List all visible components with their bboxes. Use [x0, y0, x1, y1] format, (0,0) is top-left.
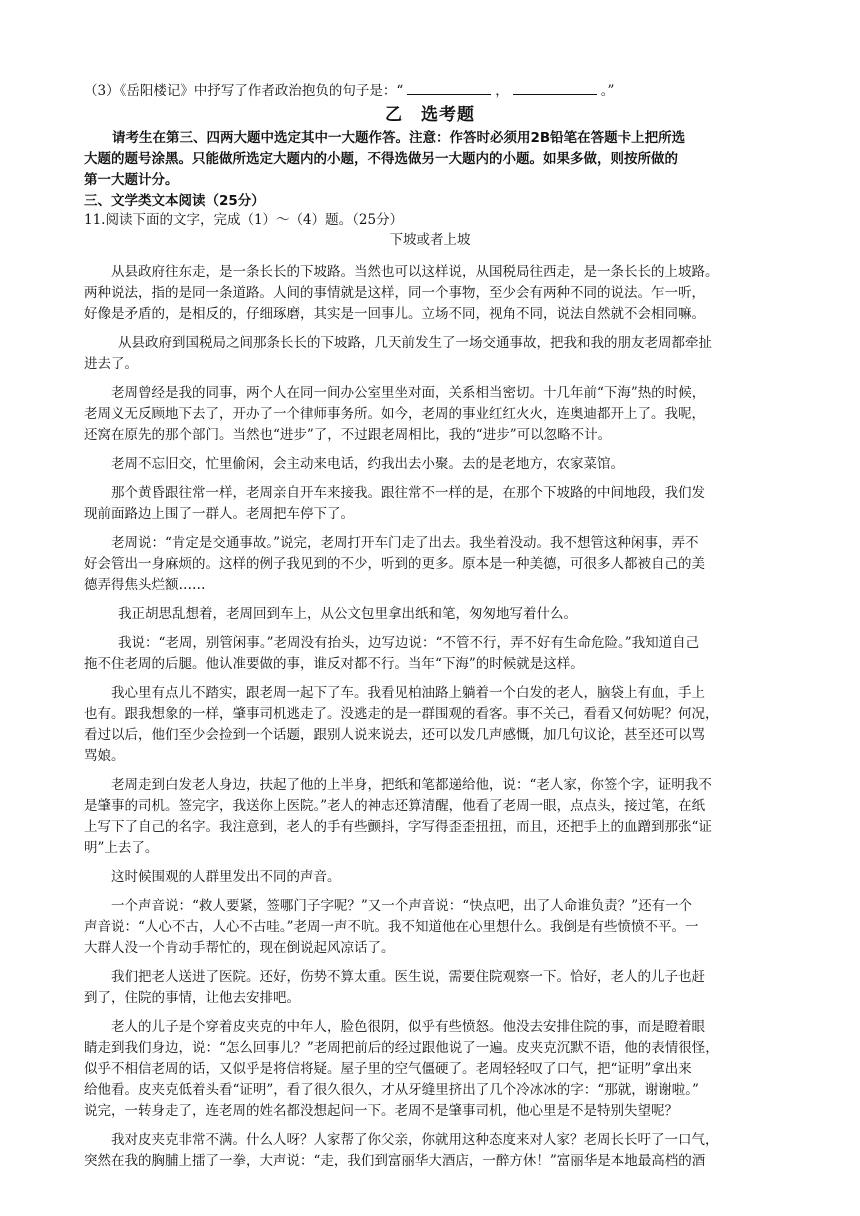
paragraph-line: 这时候围观的人群里发出不同的声音。 [111, 869, 341, 885]
story-body [84, 262, 786, 1180]
paragraph-line: 现前面路边上围了一群人。老周把车停下了。 [84, 506, 354, 522]
story-paragraph [84, 896, 786, 959]
paragraph-line: 德弄得焦头烂额…… [84, 577, 206, 593]
story-paragraph [84, 967, 786, 1009]
notice-line: 大题的题号涂黑。只能做所选定大题内的小题，不得选做另一大题内的小题。如果多做，则按所做的 [84, 151, 678, 167]
paragraph-line: 我心里有点儿不踏实，跟老周一起下了车。我看见柏油路上躺着一个白发的老人，脑袋上有血，手上 [111, 685, 705, 701]
story-paragraph [84, 483, 786, 525]
paragraph-line: 老人的儿子是个穿着皮夹克的中年人，脸色很阴，似乎有些愤怒。他没去安排住院的事，而是瞪着眼 [111, 1019, 705, 1035]
part-heading: 三、文学类文本阅读（25分） [84, 193, 265, 209]
paragraph-line: 一个声音说：“救人要紧，签哪门子字呢？”又一个声音说：“快点吧，出了人命谁负责？”还有一个 [111, 898, 693, 914]
paragraph-line: 声音说：“人心不古，人心不古哇。”老周一声不吭。我不知道他在心里想什么。我倒是有些愤愤不平。一 [84, 919, 699, 935]
paragraph-line: 上写下了自己的名字。我注意到，老人的手有些颤抖，字写得歪歪扭扭，而且，还把手上的血蹭到那张“证 [84, 819, 712, 835]
paragraph-line: 拖不住老周的后腿。他认准要做的事，谁反对都不行。当年“下海”的时候就是这样。 [84, 656, 584, 672]
story-paragraph [84, 1130, 786, 1172]
paragraph-line: 给他看。皮夹克低着头看“证明”，看了很久很久，才从牙缝里挤出了几个冷冰冰的字：“那就，谢谢啦。” [84, 1082, 699, 1098]
question-11-prompt: 11.阅读下面的文字，完成（1）～（4）题。（25分） [84, 212, 404, 228]
paragraph-line: 我正胡思乱想着，老周回到车上，从公文包里拿出纸和笔，匆匆地写着什么。 [118, 606, 577, 622]
story-paragraph [84, 262, 786, 325]
paragraph-line: 从县政府到国税局之间那条长长的下坡路，几天前发生了一场交通事故，把我和我的朋友老周都牵扯 [118, 335, 712, 351]
paragraph-line: 似乎不相信老周的话，又似乎是将信将疑。屋子里的空气僵硬了。老周轻轻叹了口气，把“证明”拿出来 [84, 1061, 692, 1077]
story-paragraph [84, 633, 786, 675]
question-3-prefix: （3）《岳阳楼记》中抒写了作者政治抱负的句子是：“ [84, 83, 404, 99]
paragraph-line: 到了，住院的事情，让他去安排吧。 [84, 990, 300, 1006]
paragraph-line: 老周说：“肯定是交通事故。”说完，老周打开车门走了出去。我坐着没动。我不想管这种闲事，弄不 [111, 535, 699, 551]
paragraph-line: 好像是矛盾的，是相反的，仔细琢磨，其实是一回事儿。立场不同，视角不同，说法自然就不会相同嘛。 [84, 306, 705, 322]
question-3-suffix: 。” [600, 83, 615, 99]
story-paragraph [84, 533, 786, 596]
notice-line: 第一大题计分。 [84, 172, 179, 188]
story-paragraph [84, 867, 786, 888]
paragraph-line: 明”上去了。 [84, 840, 159, 856]
paragraph-line: 我说：“老周，别管闲事。”老周没有抬头，边写边说：“不管不行，弄不好有生命危险。”我知道自己 [118, 635, 700, 651]
story-paragraph [84, 775, 786, 859]
story-paragraph [84, 604, 786, 625]
paragraph-line: 骂娘。 [84, 748, 125, 764]
paragraph-line: 也有。跟我想象的一样，肇事司机逃走了。没逃走的是一群围观的看客。事不关己，看看又何妨呢？何况， [84, 706, 719, 722]
story-paragraph [84, 333, 786, 375]
paragraph-line: 我对皮夹克非常不满。什么人呀？人家帮了你父亲，你就用这种态度来对人家？老周长长吁了一口气， [111, 1132, 719, 1148]
story-paragraph [84, 383, 786, 446]
notice-line: 请考生在第三、四两大题中选定其中一大题作答。注意：作答时必须用2B铅笔在答题卡上把所选 [112, 130, 686, 146]
paragraph-line: 我们把老人送进了医院。还好，伤势不算太重。医生说，需要住院观察一下。恰好，老人的儿子也赶 [111, 969, 705, 985]
paragraph-line: 看过以后，他们至少会捡到一个话题，跟别人说来说去，还可以发几声感慨，加几句议论，甚至还可以骂 [84, 727, 705, 743]
paragraph-line: 好会管出一身麻烦的。这样的例子我见到的不少，听到的更多。原本是一种美德，可很多人都被自己的美 [84, 556, 705, 572]
story-title: 下坡或者上坡 [389, 232, 471, 248]
paragraph-line: 大群人没一个肯动手帮忙的，现在倒说起风凉话了。 [84, 940, 395, 956]
paragraph-line: 进去了。 [84, 356, 138, 372]
paragraph-line: 还窝在原先的那个部门。当然也“进步”了，不过跟老周相比，我的“进步”可以忽略不计。 [84, 427, 612, 443]
answer-blank-1[interactable] [407, 80, 491, 95]
paragraph-line: 两种说法，指的是同一条道路。人间的事情就是这样，同一个事物，至少会有两种不同的说法。乍一听， [84, 285, 705, 301]
paragraph-line: 睛走到我们身边，说：“怎么回事儿？”老周把前后的经过跟他说了一遍。皮夹克沉默不语，他的表情很怪， [84, 1040, 719, 1056]
paragraph-line: 是肇事的司机。签完字，我送你上医院。”老人的神志还算清醒，他看了老周一眼，点点头，接过笔，在纸 [84, 798, 706, 814]
story-paragraph [84, 1017, 786, 1122]
paragraph-line: 从县政府往东走，是一条长长的下坡路。当然也可以这样说，从国税局往西走，是一条长长的上坡路。 [111, 264, 719, 280]
paragraph-line: 突然在我的胸脯上擂了一拳，大声说：“走，我们到富丽华大酒店，一醉方休！”富丽华是本地最高档的酒 [84, 1153, 706, 1169]
question-3-separator: ， [495, 83, 509, 99]
paragraph-line: 老周不忘旧交，忙里偷闲，会主动来电话，约我出去小聚。去的是老地方，农家菜馆。 [111, 456, 624, 472]
story-paragraph [84, 683, 786, 767]
paragraph-line: 老周曾经是我的同事，两个人在同一间办公室里坐对面，关系相当密切。十几年前“下海”热的时候， [111, 385, 706, 401]
answer-blank-2[interactable] [513, 80, 597, 95]
question-3 [84, 80, 784, 102]
paragraph-line: 老周走到白发老人身边，扶起了他的上半身，把纸和笔都递给他，说：“老人家，你签个字，证明我不 [111, 777, 712, 793]
story-paragraph [84, 454, 786, 475]
paragraph-line: 老周义无反顾地下去了，开办了一个律师事务所。如今，老周的事业红红火火，连奥迪都开上了。我呢， [84, 406, 705, 422]
instructions-notice [84, 128, 784, 191]
paragraph-line: 说完，一转身走了，连老周的姓名都没想起问一下。老周不是肇事司机，他心里是不是特别失望呢？ [84, 1103, 678, 1119]
section-title: 乙 选考题 [385, 105, 475, 125]
paragraph-line: 那个黄昏跟往常一样，老周亲自开车来接我。跟往常不一样的是，在那个下坡路的中间地段，我们发 [111, 485, 705, 501]
